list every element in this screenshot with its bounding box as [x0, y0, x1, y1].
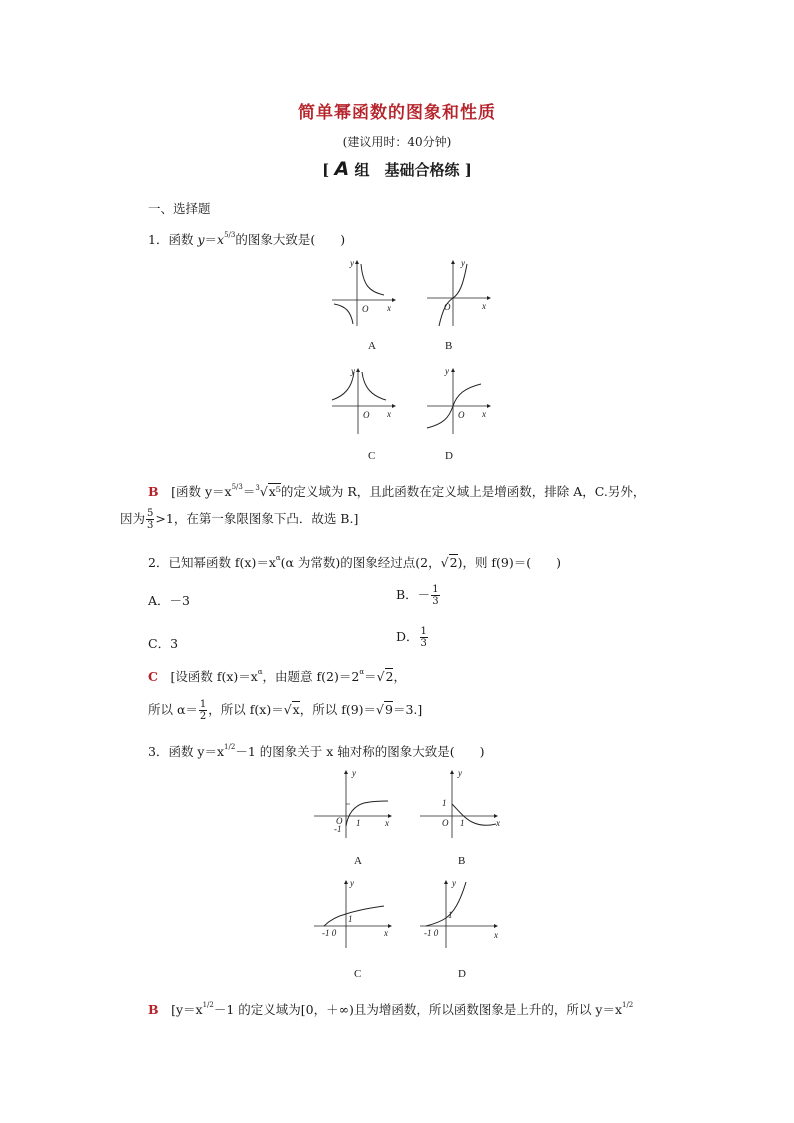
q2-answer: C — [148, 669, 158, 684]
svg-text:y: y — [445, 366, 449, 376]
q3-label-d: D — [458, 968, 466, 980]
q2-option-a: A．－3 — [148, 593, 190, 608]
q1-label-c: C — [368, 450, 376, 462]
svg-text:x: x — [494, 930, 498, 940]
group-close-bracket: ] — [464, 161, 472, 179]
svg-text:y: y — [351, 366, 355, 376]
q1-answer: B — [148, 484, 159, 499]
svg-text:x: x — [482, 409, 486, 419]
q2-solution-line2: 所以 α＝ $\frac{1}{2}$ ，所以 f(x)＝√x，所以 f(9)＝√9＝3.] — [148, 699, 423, 722]
svg-text:y: y — [461, 258, 465, 268]
q3-label-c: C — [354, 968, 362, 980]
group-label: 组 基础合格练 — [354, 161, 460, 179]
svg-text:-1: -1 — [334, 824, 342, 834]
q3-label-b: B — [458, 855, 466, 867]
svg-text:O: O — [363, 410, 370, 420]
svg-text:1: 1 — [348, 914, 353, 924]
page-title: 简单幂函数的图象和性质 — [298, 103, 496, 123]
q1-graph-c — [330, 366, 400, 438]
q3-answer: B — [148, 1002, 159, 1017]
svg-text:x: x — [387, 303, 391, 313]
q3-solution-line1: B [$y=x^{1/2}-1$ 的定义域为[0，＋∞)且为增函数，所以函数图象是上升的，所以 $y=x^{1/2}$ — [148, 1001, 634, 1017]
q1-graph-d — [425, 366, 495, 438]
q2-stem: 2．已知幂函数 $f(x)=x^\alpha(\alpha$ 为常数)的图象经过点(2，√2)，则 f(9)＝( ) — [148, 554, 561, 570]
svg-text:y: y — [452, 878, 456, 888]
q3-graph-d — [418, 878, 503, 950]
q3-label-a: A — [354, 855, 362, 867]
q1-stem: 1．函数 $y=x^{5/3}$的图象大致是( ) — [148, 231, 346, 247]
svg-text:O: O — [362, 304, 369, 314]
q1-graph-b — [425, 258, 495, 330]
q2-option-b: B．－ $\frac{1}{3}$ — [396, 584, 439, 607]
q2-option-c: C．3 — [148, 636, 179, 651]
svg-text:O: O — [444, 302, 451, 312]
section-heading: 一、选择题 — [148, 201, 211, 216]
svg-text:O: O — [458, 410, 465, 420]
q3-graph-b — [418, 768, 503, 840]
svg-text:x: x — [387, 409, 391, 419]
group-heading — [0, 158, 794, 180]
svg-text:y: y — [352, 768, 356, 778]
q1-label-d: D — [445, 450, 453, 462]
q1-graph-a — [330, 258, 400, 330]
svg-text:x: x — [496, 818, 500, 828]
svg-text:y: y — [458, 768, 462, 778]
svg-text:1: 1 — [448, 910, 453, 920]
svg-text:-1 0: -1 0 — [322, 928, 337, 938]
q3-graph-a — [312, 768, 397, 840]
svg-text:-1 0: -1 0 — [424, 928, 439, 938]
svg-text:x: x — [482, 301, 486, 311]
group-letter: A — [334, 158, 350, 180]
q2-option-d: D． $\frac{1}{3}$ — [396, 626, 427, 649]
svg-text:x: x — [385, 818, 389, 828]
svg-text:y: y — [350, 878, 354, 888]
q1-label-a: A — [368, 340, 376, 352]
q1-label-b: B — [445, 340, 453, 352]
svg-text:1: 1 — [442, 798, 447, 808]
svg-text:O: O — [336, 816, 343, 826]
q3-graph-c — [312, 878, 397, 950]
svg-text:O: O — [442, 818, 449, 828]
svg-text:1: 1 — [356, 818, 361, 828]
q1-solution-line1: B [函数 $y=x^{5/3}=^3√x^5$的定义域为 R，且此函数在定义域上是增函数，排除 A，C.另外， — [148, 483, 646, 499]
q1-solution-line2: 因为 $\frac{5}{3}$ >1，在第一象限图象下凸．故选 B.] — [120, 508, 359, 531]
svg-text:1: 1 — [460, 818, 465, 828]
suggested-time: (建议用时：40分钟) — [342, 135, 452, 149]
group-open-bracket: [ — [322, 161, 330, 179]
q2-solution-line1: C [设函数 $f(x)=x^\alpha$，由题意 $f(2)=2^\alpha=√2$， — [148, 668, 406, 684]
svg-text:x: x — [384, 928, 388, 938]
svg-text:y: y — [350, 258, 354, 268]
q3-stem: 3．函数 $y=x^{1/2}-1$ 的图象关于 x 轴对称的图象大致是( ) — [148, 743, 485, 759]
